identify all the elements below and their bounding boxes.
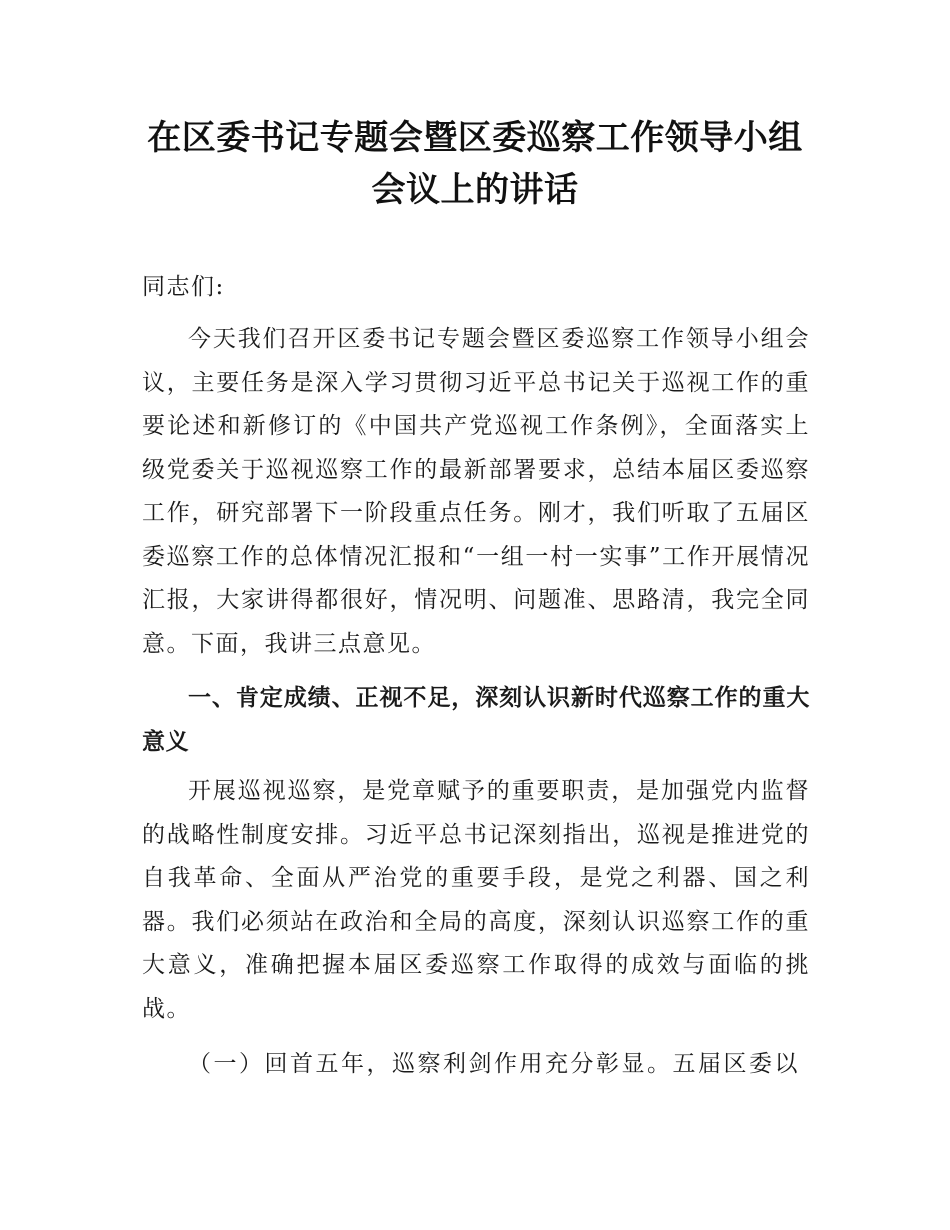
section-heading-1: 一、肯定成绩、正视不足，深刻认识新时代巡察工作的重大意义 xyxy=(142,685,810,755)
title-line-1: 在区委书记专题会暨区委巡察工作领导小组 xyxy=(147,118,803,158)
title-line-2: 会议上的讲话 xyxy=(371,170,579,210)
document-title xyxy=(100,112,850,216)
paragraph-subsection-1: （一）回首五年，巡察利剑作用充分彰显。五届区委以 xyxy=(188,1051,800,1077)
paragraph-opening: 今天我们召开区委书记专题会暨区委巡察工作领导小组会议，主要任务是深入学习贯彻习近平总书记关于巡视工作的重要论述和新修订的《中国共产党巡视工作条例》，全面落实上级党委关于巡视巡察工作的最新部署要求，总结本届区委巡察工作，研究部署下一阶段重点任务。刚才，我们听取了五届区委巡察工作的总体情况汇报和“一组一村一实事”工作开展情况汇报，大家讲得都很好，情况明、问题准、思路清，我完全同意。下面，我讲三点意见。 xyxy=(142,326,810,657)
paragraph-significance: 开展巡视巡察，是党章赋予的重要职责，是加强党内监督的战略性制度安排。习近平总书记深刻指出，巡视是推进党的自我革命、全面从严治党的重要手段，是党之利器、国之利器。我们必须站在政治和全局的高度，深刻认识巡察工作的重大意义，准确把握本届区委巡察工作取得的成效与面临的挑战。 xyxy=(142,778,810,1022)
salutation: 同志们: xyxy=(142,274,225,300)
